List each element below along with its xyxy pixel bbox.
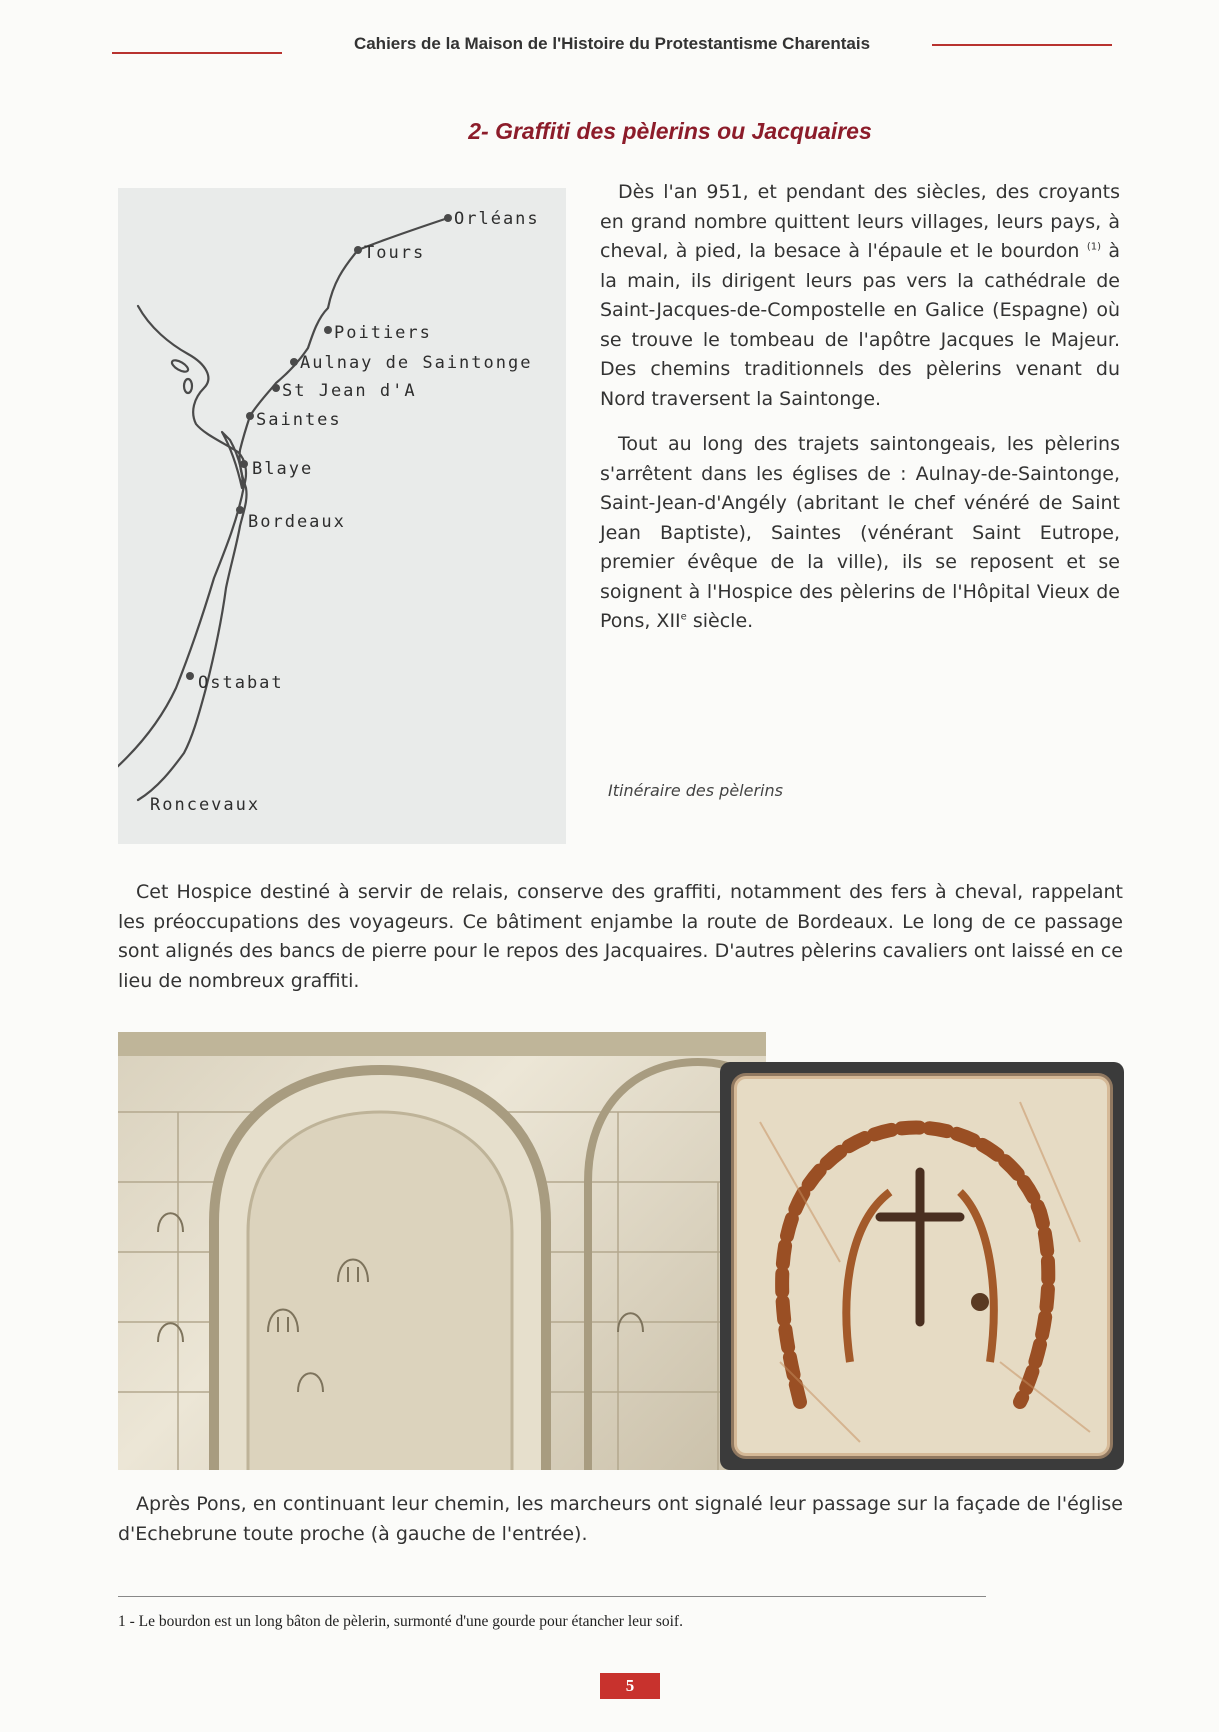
town-dot-stjean xyxy=(272,384,280,392)
page-header xyxy=(112,30,1112,60)
intro-paragraph xyxy=(600,178,1120,414)
town-dot-orleans xyxy=(444,214,452,222)
footnote-text: 1 - Le bourdon est un long bâton de pèlerin, surmonté d'une gourde pour étancher leur soif. xyxy=(118,1613,683,1630)
echebrune-paragraph xyxy=(118,1490,1123,1549)
section-title: 2- Graffiti des pèlerins ou Jacquaires xyxy=(468,118,872,144)
stone-photo-illustration xyxy=(720,1062,1124,1470)
town-dot-saintes xyxy=(246,412,254,420)
island-2 xyxy=(184,379,192,393)
footnote-reference: (1) xyxy=(1086,241,1101,253)
route-map-svg xyxy=(118,188,566,844)
town-dot-aulnay xyxy=(290,358,298,366)
cross-graffiti-photo xyxy=(720,1062,1124,1470)
town-dot-bordeaux xyxy=(236,506,244,514)
footnote-divider xyxy=(118,1596,986,1597)
island-1 xyxy=(170,358,190,374)
map-caption: Itinéraire des pèlerins xyxy=(608,781,783,800)
arch-graffiti-photo xyxy=(118,1032,766,1470)
arch-photo-illustration xyxy=(118,1032,766,1470)
map-label-saintes: Saintes xyxy=(256,410,342,430)
journal-title: Cahiers de la Maison de l'Histoire du Protestantisme Charentais xyxy=(353,34,871,53)
hospice-text: Cet Hospice destiné à servir de relais, conserve des graffiti, notamment des fers à cheval, rappelant les préoccupations des voyageurs. Ce bâtiment enjambe la route de Bordeaux. Le long de ce passage sont alignés des bancs de pierre pour le repos des Jacquaires. D'autres pèlerins cavaliers ont laissé en ce lieu de nombreux graffiti. xyxy=(118,881,1123,992)
header-rule-right xyxy=(932,44,1112,46)
map-label-poitiers: Poitiers xyxy=(334,323,432,343)
echebrune-text: Après Pons, en continuant leur chemin, les marcheurs ont signalé leur passage sur la façade de l'église d'Echebrune toute proche (à gauche de l'entrée). xyxy=(118,1493,1123,1545)
map-label-blaye: Blaye xyxy=(252,459,314,479)
header-rule-left xyxy=(112,52,282,54)
town-dot-blaye xyxy=(240,460,248,468)
intro-text-part1: Dès l'an 951, et pendant des siècles, des croyants en grand nombre quittent leurs villages, leurs pays, à cheval, à pied, la besace à l'épaule et le bourdon xyxy=(600,181,1120,262)
route-text-part1: Tout au long des trajets saintongeais, les pèlerins s'arrêtent dans les églises de : Aulnay-de-Saintonge, Saint-Jean-d'Angély (abritant le chef vénéré de Saint Jean Baptiste), Saintes (vénérant Saint Eutrope, premier évêque de la ville), ils se reposent et se soignent à l'Hospice des pèlerins de l'Hôpital Vieux de Pons, XII xyxy=(600,433,1120,632)
page-number: 5 xyxy=(600,1673,660,1699)
town-dot-ostabat xyxy=(186,672,194,680)
hospice-paragraph xyxy=(118,878,1123,996)
intro-text-part2: à la main, ils dirigent leurs pas vers la cathédrale de Saint-Jacques-de-Compostelle en Galice (Espagne) où se trouve le tombeau de l'apôtre Jacques le Majeur. Des chemins traditionnels des pèlerins venant du Nord traversent la Saintonge. xyxy=(600,240,1120,410)
century-superscript: e xyxy=(680,611,687,623)
map-label-bordeaux: Bordeaux xyxy=(248,512,346,532)
pilgrim-route-map xyxy=(118,188,566,844)
town-dot-tours xyxy=(354,246,362,254)
map-label-tours: Tours xyxy=(364,243,426,263)
map-label-aulnay: Aulnay de Saintonge xyxy=(300,353,533,373)
route-text-part2: siècle. xyxy=(686,610,754,632)
map-label-orleans: Orléans xyxy=(454,209,540,229)
town-dot-poitiers xyxy=(324,326,332,334)
route-paragraph xyxy=(600,430,1120,637)
coastline xyxy=(118,306,246,768)
map-label-stjean: St Jean d'A xyxy=(282,381,417,401)
estuary xyxy=(222,432,243,488)
map-label-roncevaux: Roncevaux xyxy=(150,795,261,815)
route-line xyxy=(138,218,448,800)
map-label-ostabat: Ostabat xyxy=(198,673,284,693)
